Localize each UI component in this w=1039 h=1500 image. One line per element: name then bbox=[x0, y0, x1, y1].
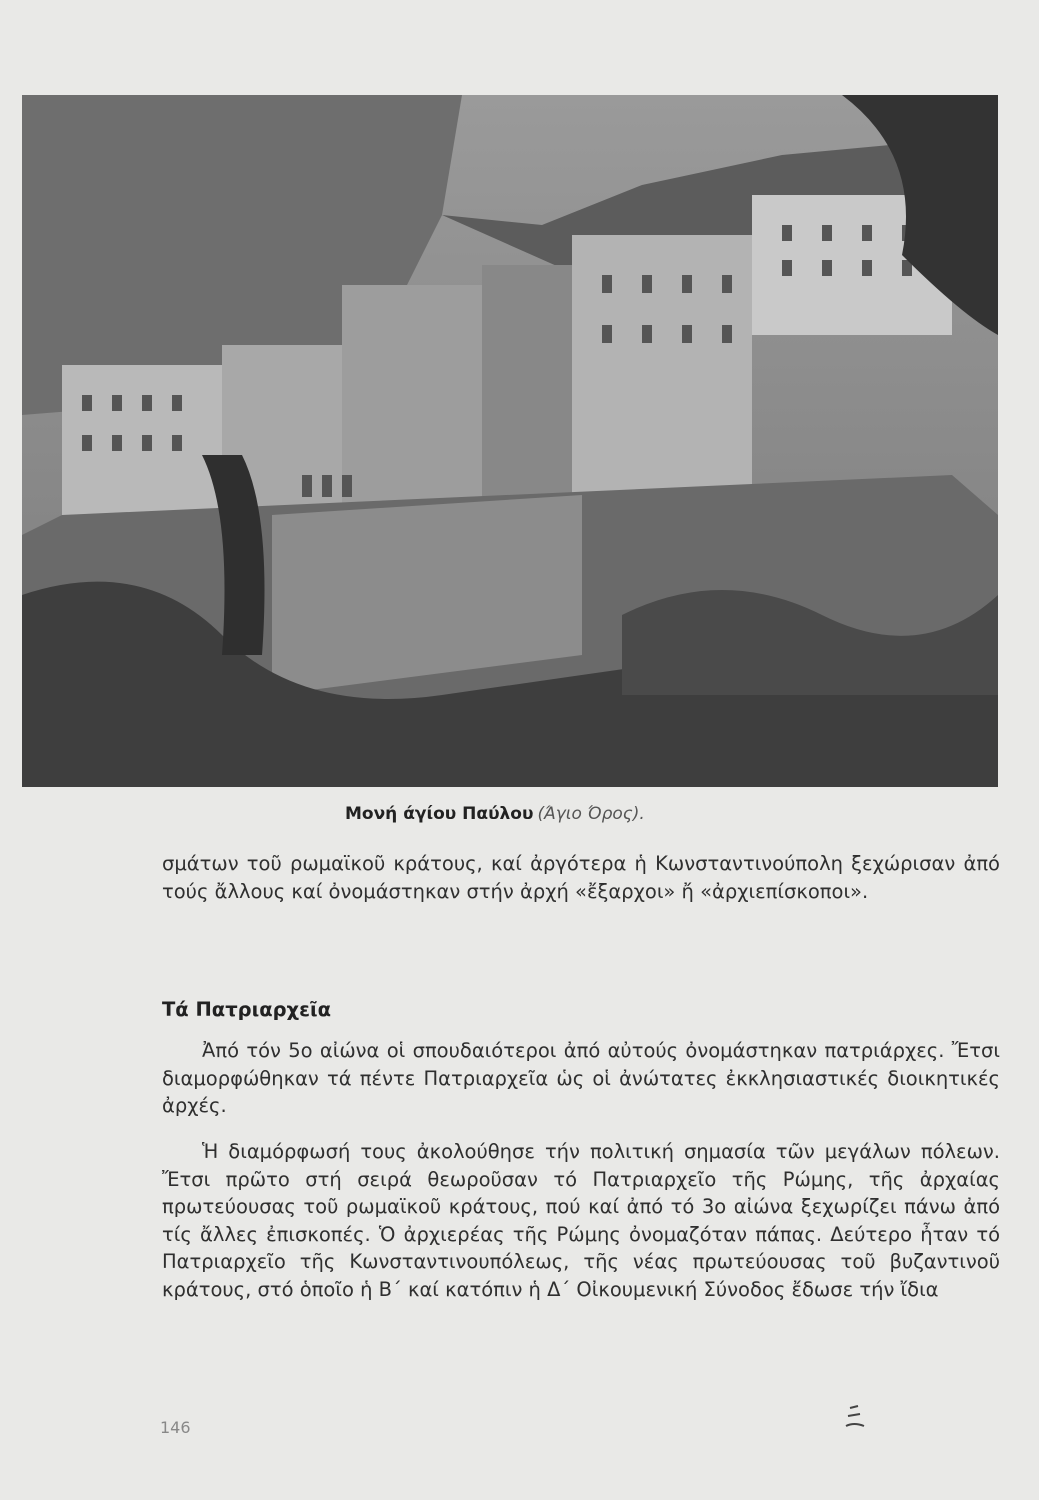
monastery-photo bbox=[22, 95, 998, 787]
page-number: 146 bbox=[160, 1418, 191, 1437]
ink-mark-icon bbox=[840, 1400, 870, 1440]
paragraph-2: Ἀπό τόν 5ο αἰώνα οἱ σπουδαιότεροι ἀπό αὐτούς ὀνομάστηκαν πατριάρχες. Ἔτσι διαμορφώθηκαν τά πέντε Πατριαρχεῖα ὡς οἱ ἀνώτατες ἐκκλησιαστικές διοικητικές ἀρχές. bbox=[162, 1039, 1000, 1118]
paragraph-3: Ἡ διαμόρφωσή τους ἀκολούθησε τήν πολιτική σημασία τῶν μεγάλων πόλεων. Ἔτσι πρῶτο στή σειρά θεωροῦσαν τό Πατριαρχεῖο τῆς Ρώμης, τῆς ἀρχαίας πρωτεύουσας τοῦ ρωμαϊκοῦ κράτους, πού καί ἀπό τό 3ο αἰώνα ξεχωρίζει πάνω ἀπό τίς ἄλλες ἐπισκοπές. Ὁ ἀρχιερέας τῆς Ρώμης ὀνομαζόταν πάπας. Δεύτερο ἦταν τό Πατριαρχεῖο τῆς Κωνσταντινουπόλεως, τῆς νέας πρωτεύουσας τοῦ βυζαντινοῦ κράτους, στό ὁποῖο ἡ Β΄ καί κατόπιν ἡ Δ΄ Οἰκουμενική Σύνοδος ἔδωσε τήν ἴδια bbox=[162, 1140, 1000, 1301]
caption-subtitle: (Άγιο Όρος). bbox=[537, 804, 645, 824]
monastery-photo-illustration bbox=[22, 95, 998, 787]
section-heading: Τά Πατριαρχεῖα bbox=[162, 998, 331, 1021]
paragraph-1: σμάτων τοῦ ρωμαϊκοῦ κράτους, καί ἀργότερα ἡ Κωνσταντινούπολη ξεχώρισαν ἀπό τούς ἄλλους καί ὀνομάστηκαν στήν ἀρχή «ἔξαρχοι» ἤ «ἀρχιεπίσκοποι». bbox=[162, 852, 1000, 903]
caption-title: Μονή άγίου Παύλου bbox=[345, 804, 534, 824]
photo-caption bbox=[345, 804, 645, 824]
